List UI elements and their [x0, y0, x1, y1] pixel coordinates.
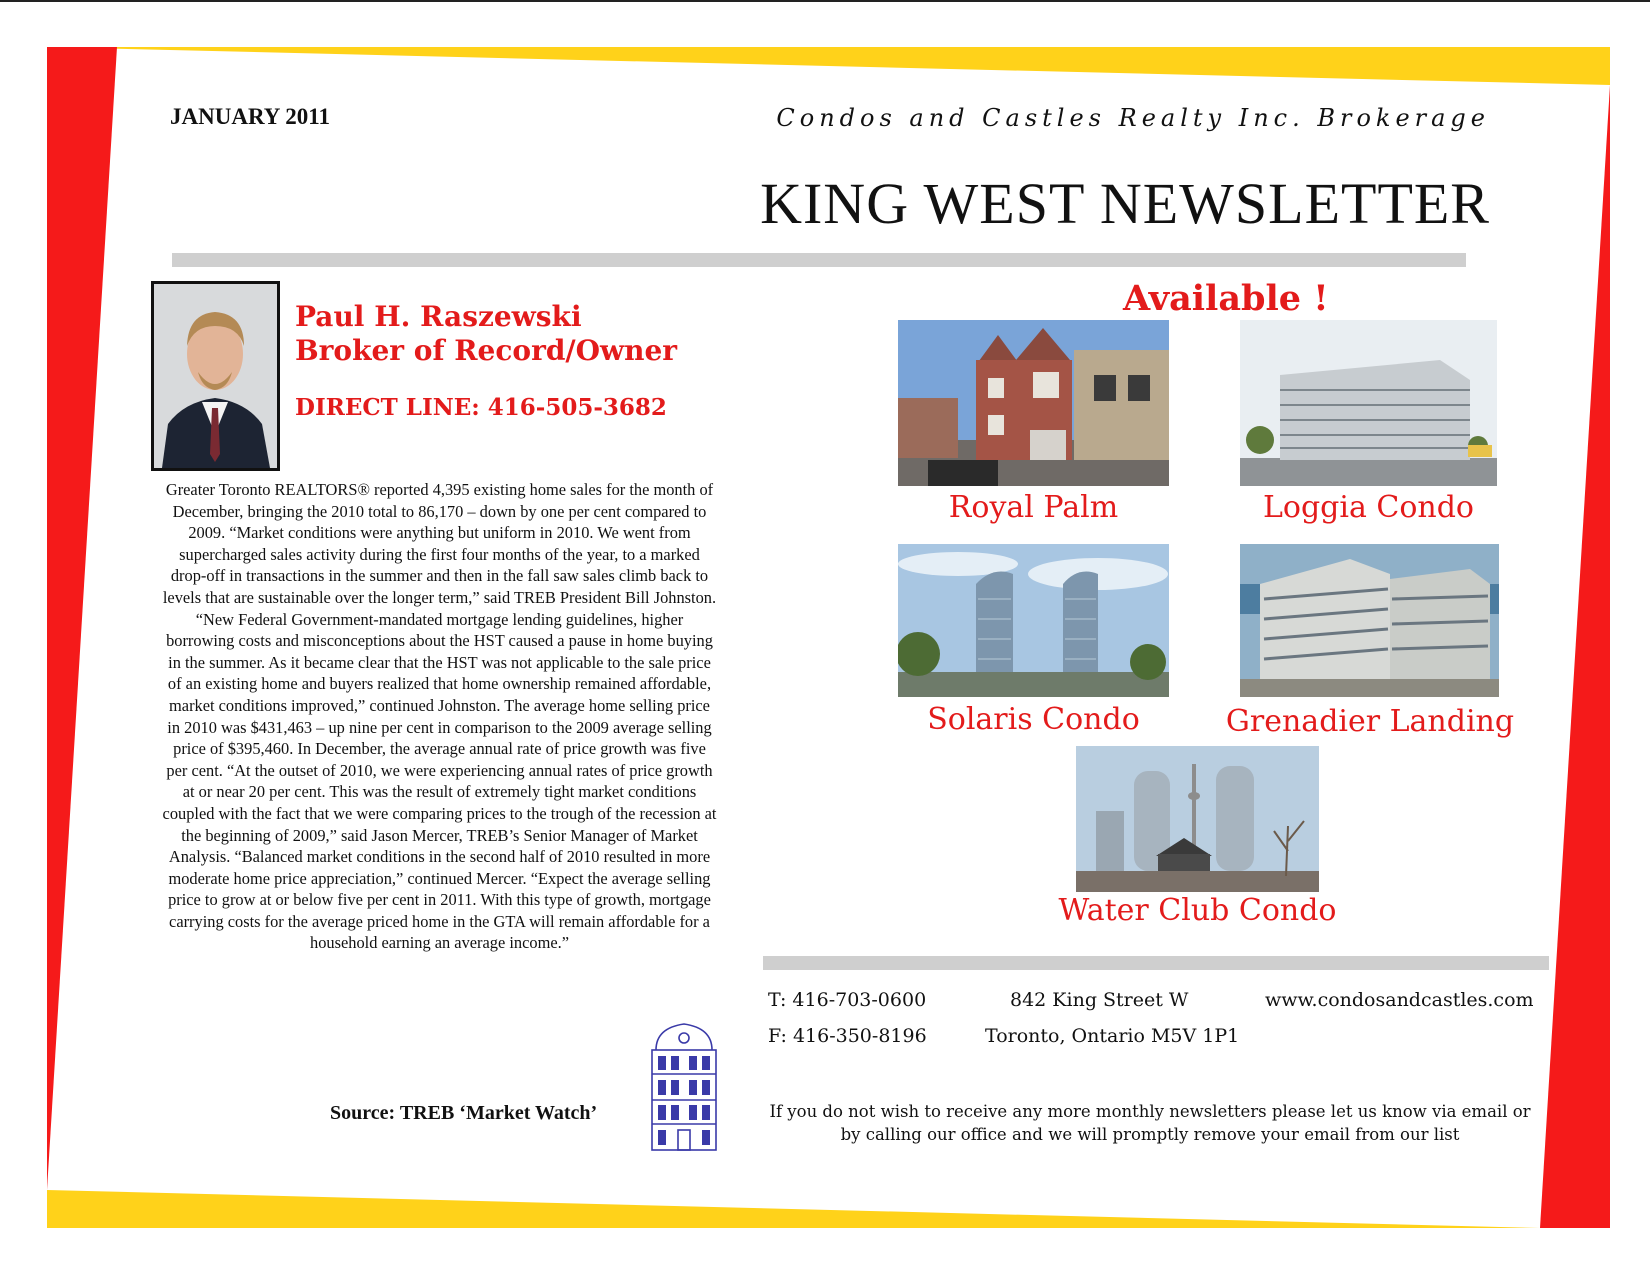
- contact-website-link[interactable]: www.condosandcastles.com: [1265, 989, 1534, 1011]
- agent-portrait: [151, 281, 280, 471]
- listing-photo-solaris-condo[interactable]: [898, 544, 1169, 697]
- listing-name-solaris-condo[interactable]: Solaris Condo: [927, 702, 1140, 737]
- contact-city: Toronto, Ontario M5V 1P1: [985, 1025, 1240, 1047]
- castle-logo-icon: [648, 1020, 720, 1152]
- frame-bottom-yellow: [47, 1190, 1540, 1228]
- agent-name-block: [295, 300, 677, 368]
- frame-right-red: [1540, 85, 1610, 1228]
- agent-role: Broker of Record/Owner: [295, 334, 678, 367]
- contact-fax: F: 416-350-8196: [768, 1025, 927, 1047]
- agent-name: Paul H. Raszewski: [295, 300, 582, 333]
- available-heading: Available !: [1123, 278, 1329, 319]
- listing-name-grenadier-landing[interactable]: Grenadier Landing: [1225, 704, 1515, 739]
- page-title: KING WEST NEWSLETTER: [760, 171, 1490, 236]
- listing-photo-water-club-condo[interactable]: [1076, 746, 1319, 892]
- contact-street: 842 King Street W: [1010, 989, 1189, 1011]
- article-source: Source: TREB ‘Market Watch’: [330, 1102, 598, 1124]
- listing-photo-royal-palm[interactable]: [898, 320, 1169, 486]
- listing-name-royal-palm[interactable]: Royal Palm: [948, 490, 1119, 525]
- listing-photo-grenadier-landing[interactable]: [1240, 544, 1499, 697]
- listing-photo-loggia-condo[interactable]: [1240, 320, 1497, 486]
- frame-top-yellow: [47, 47, 1610, 85]
- company-name: Condos and Castles Realty Inc. Brokerage: [776, 104, 1490, 132]
- unsubscribe-note: If you do not wish to receive any more monthly newsletters please let us know via email or by calling our office and we will promptly remove your email from our list: [769, 1102, 1531, 1144]
- listing-name-water-club-condo[interactable]: Water Club Condo: [1058, 893, 1337, 928]
- market-article: Greater Toronto REALTORS® reported 4,395 existing home sales for the month of December, bringing the 2010 total to 86,170 – down by one per cent compared to 2009. “Market conditions were anything but uniform in 2010. We went from supercharged sales activity during the first four months of the year, to a marked drop-off in transactions in the summer and then in the fall saw sales climb back to levels that are sustainable over the longer term,” said TREB President Bill Johnston. “New Federal Government-mandated mortgage lending guidelines, higher borrowing costs and misconceptions about the HST caused a pause in home buying in the summer. As it became clear that the HST was not applicable to the sale price of an existing home and buyers realized that home ownership remained affordable, market conditions improved,” continued Johnston. The average home selling price in 2010 was $431,463 – up nine per cent in comparison to the 2009 average selling price of $395,460. In December, the average annual rate of price growth was five per cent. “At the outset of 2010, we were experiencing annual rates of price growth at or near 20 per cent. This was the result of extremely tight market conditions coupled with the fact that we were comparing prices to the trough of the recession at the beginning of 2009,” said Jason Mercer, TREB’s Senior Manager of Market Analysis. “Balanced market conditions in the second half of 2010 resulted in more moderate home price appreciation,” continued Mercer. “Expect the average selling price to grow at or below five per cent in 2011. With this type of growth, mortgage carrying costs for the average priced home in the GTA will remain affordable for a household earning an average income.”: [162, 480, 717, 953]
- frame-left-red: [47, 47, 117, 1190]
- newsletter-date: JANUARY 2011: [170, 104, 330, 129]
- contact-phone[interactable]: T: 416-703-0600: [768, 989, 927, 1011]
- listing-name-loggia-condo[interactable]: Loggia Condo: [1262, 490, 1474, 525]
- header-divider: [172, 253, 1466, 267]
- footer-divider: [763, 956, 1549, 970]
- agent-direct-line: DIRECT LINE: 416-505-3682: [295, 394, 667, 421]
